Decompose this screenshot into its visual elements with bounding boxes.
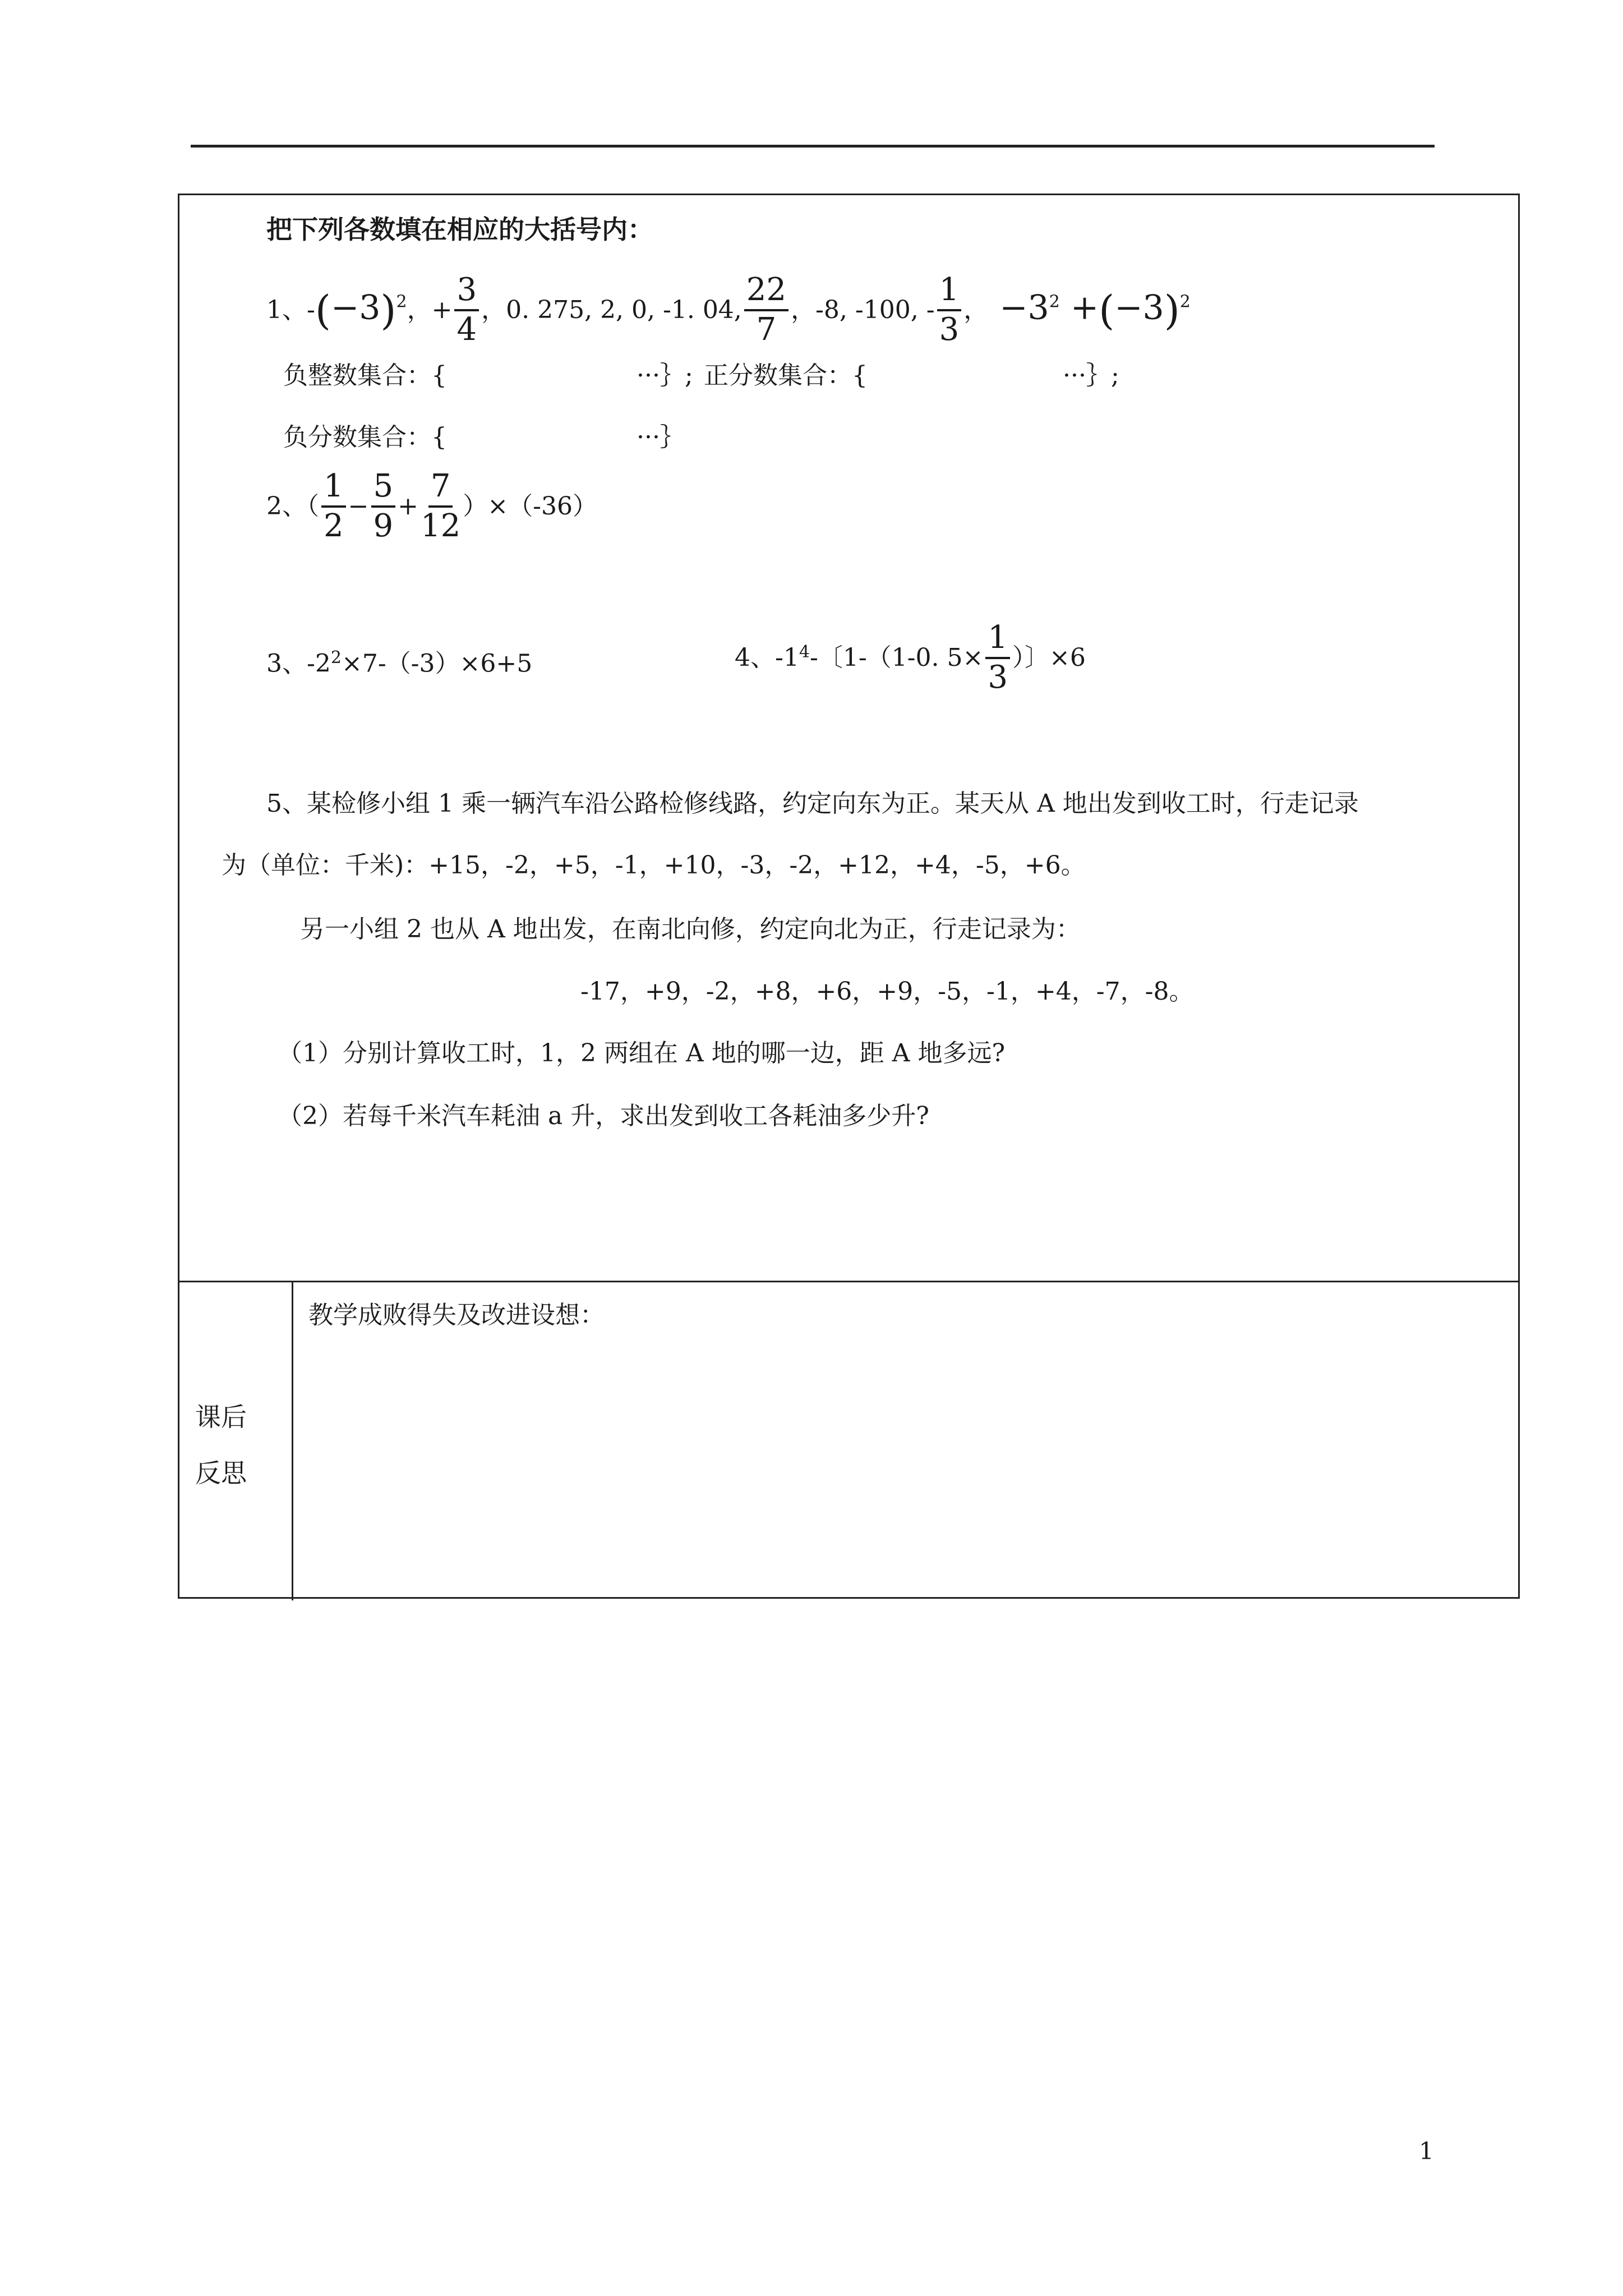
q5-line-4: -17，+9，-2，+8，+6，+9，-5，-1，+4，-7，-8。: [580, 977, 1194, 1006]
q1-decimals: ，0. 275, 2, 0, -1. 04,: [481, 295, 742, 324]
pos-frac-set: 正分数集合：{: [704, 361, 868, 390]
q1-sep2: ，: [963, 295, 989, 324]
q1-term-last: $-3^2 +(-3)^2$: [999, 286, 1191, 334]
q2-fraction-7-12: $\frac{7}{12}$: [421, 468, 461, 544]
neg-int-set: 负整数集合：{: [283, 361, 447, 390]
q5-sub-1: （1）分别计算收工时，1，2 两组在 A 地的哪一边，距 A 地多远?: [278, 1039, 1006, 1068]
neg-frac-set-close: ···｝: [637, 423, 685, 452]
q5-line-2: 为（单位：千米)：+15，-2，+5，-1，+10，-3，-2，+12，+4，-5，+6。: [222, 851, 1086, 880]
neg-int-set-close: ···｝;: [637, 361, 693, 390]
q1-term1: $(-3)^2$: [315, 286, 407, 334]
q5-line-1: 5、某检修小组 1 乘一辆汽车沿公路检修线路，约定向东为正。某天从 A 地出发到收工时，行走记录: [266, 789, 1359, 818]
q2-label: 2、（: [266, 491, 319, 521]
q4-fraction-1-3: $\frac{1}{3}$: [985, 622, 1010, 694]
reflection-content: 教学成败得失及改进设想：: [308, 1301, 605, 1329]
q1-term1-prefix: -: [307, 295, 315, 324]
neg-frac-set: 负分数集合：{: [283, 423, 447, 452]
row-divider: [179, 1281, 1518, 1282]
intro-title: 把下列各数填在相应的大括号内：: [266, 214, 653, 245]
q1-fraction-1-3: $\frac{1}{3}$: [937, 274, 962, 347]
q1-fraction-22-7: $\frac{22}{7}$: [744, 274, 789, 347]
q2-fraction-1-2: $\frac{1}{2}$: [321, 470, 346, 543]
pos-frac-set-close: ···｝;: [1063, 361, 1119, 390]
q2-op1: −: [348, 491, 369, 521]
question-3: 3、$-2^2\times 7-(-3)\times 6+5$: [266, 648, 533, 678]
page-number: 1: [1419, 2137, 1434, 2165]
q2-tail: ）×（-36）: [463, 491, 598, 521]
question-4: 4、-1 $^4$ -〔1-（1-0. 5× $\frac{1}{3}$ ）〕×6: [735, 619, 1086, 696]
q5-sub-2: （2）若每千米汽车耗油 a 升，求出发到收工各耗油多少升?: [278, 1102, 929, 1130]
q1-sep1: ，+: [407, 295, 453, 324]
header-rule: [191, 145, 1435, 148]
q2-op2: +: [398, 491, 419, 521]
question-1: [266, 274, 1191, 347]
q1-label: 1、: [266, 295, 307, 324]
column-divider: [292, 1281, 293, 1600]
worksheet-table: [178, 194, 1520, 1599]
q2-fraction-5-9: $\frac{5}{9}$: [371, 470, 396, 543]
reflection-label-2: 反思: [195, 1458, 247, 1488]
q1-fraction-3-4: $\frac{3}{4}$: [454, 274, 479, 347]
question-2: [266, 470, 597, 543]
reflection-label-1: 课后: [195, 1402, 247, 1432]
q5-line-3: 另一小组 2 也从 A 地出发，在南北向修，约定向北为正，行走记录为：: [300, 915, 1081, 944]
q1-integers: ，-8, -100, -: [791, 295, 935, 324]
